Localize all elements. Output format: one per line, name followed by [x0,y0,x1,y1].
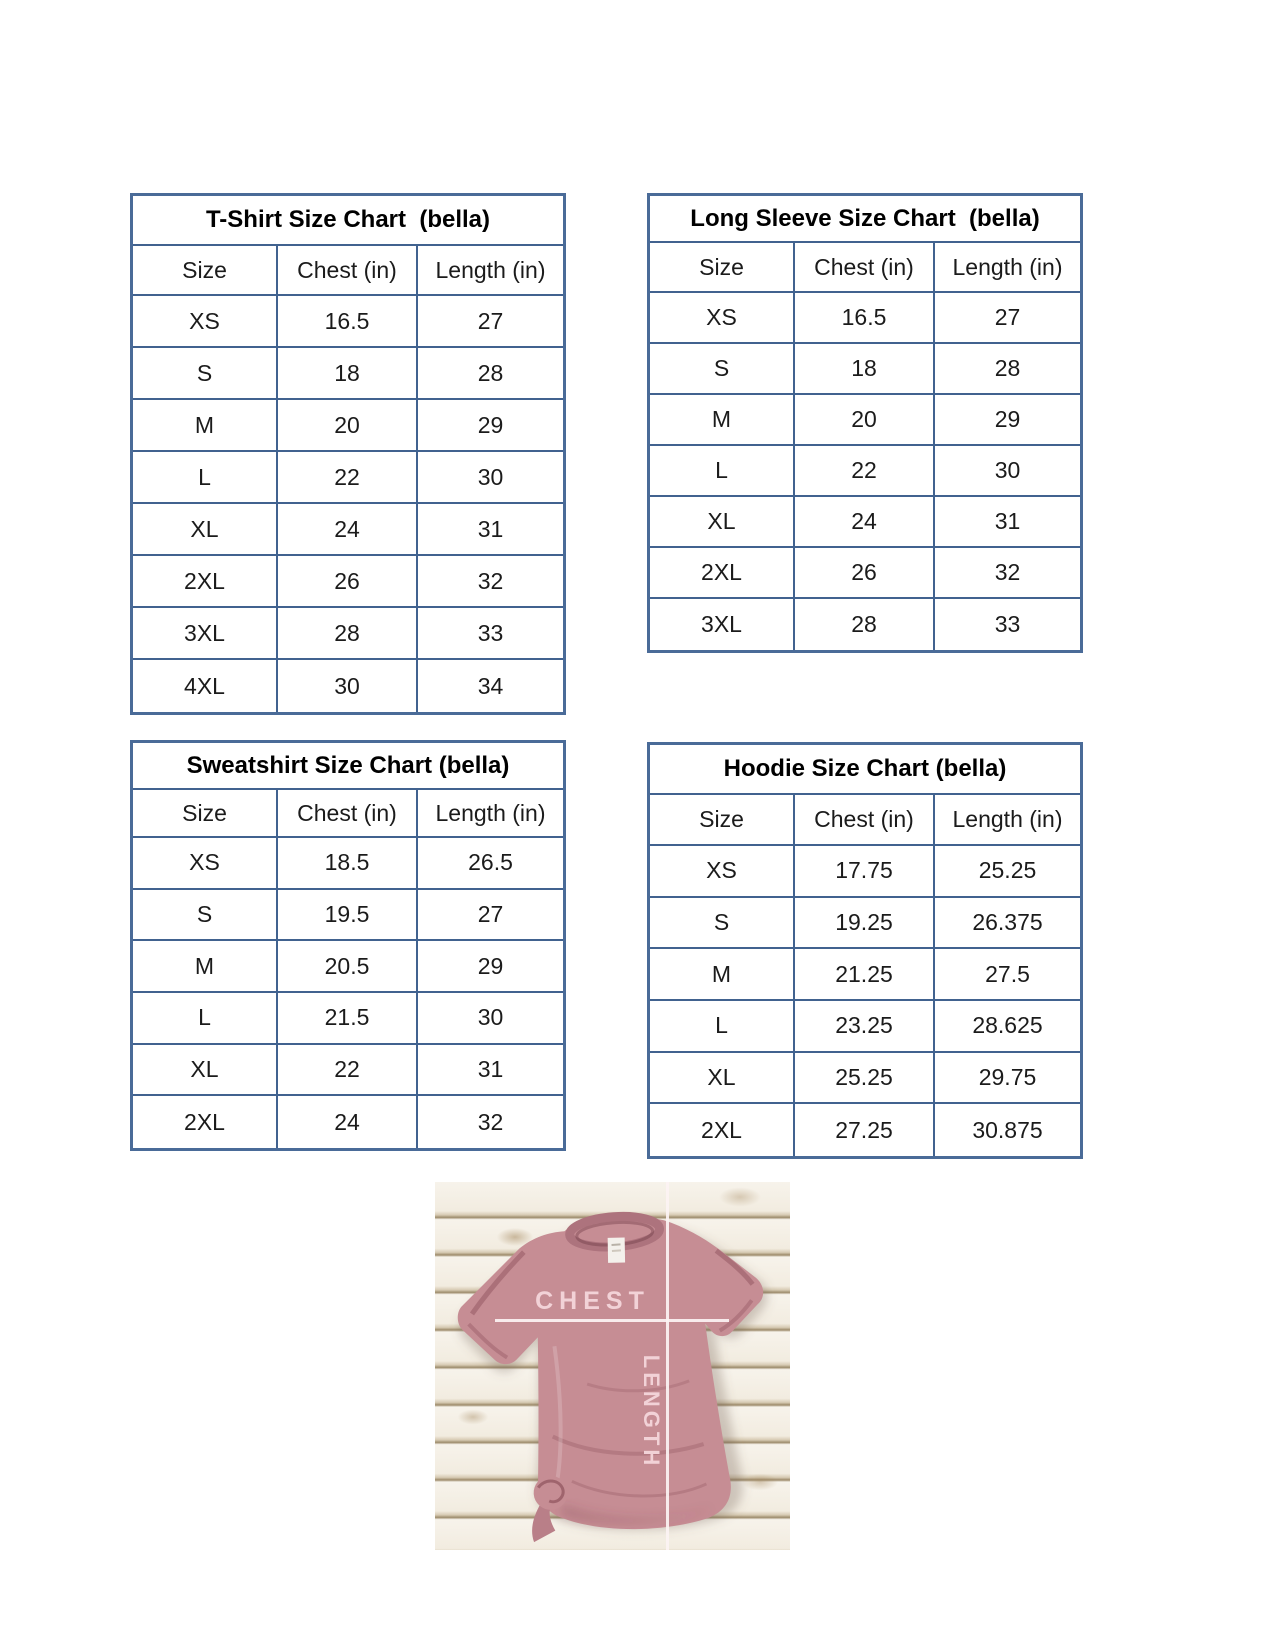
table-cell: XS [650,846,795,896]
table-row [133,660,563,712]
table-cell: 28 [795,599,935,650]
table-cell: 33 [477,619,504,646]
table-cell: 2XL [133,1096,278,1148]
column-header: Chest (in) [795,795,935,844]
chest-measure-line [495,1319,729,1322]
table-cell: 32 [477,1108,504,1135]
table-row [650,898,1080,950]
table-row [650,1053,1080,1105]
table-cell: 26 [795,548,935,597]
table-cell: S [133,348,278,398]
column-header: Length (in) [435,256,546,283]
table-row [650,599,1080,650]
table-cell: XS [650,293,795,342]
table-row [650,548,1080,599]
tshirt-flatlay-illustration [435,1182,790,1550]
tshirt-size-table [130,193,566,715]
length-label: LENGTH [639,1354,664,1470]
table-cell: 23.25 [795,1001,935,1051]
column-header: Size [650,243,795,291]
table-cell: L [650,446,795,495]
table-row [650,1104,1080,1156]
table-cell: 3XL [650,599,795,650]
column-header: Size [133,246,278,294]
table-cell: 30 [477,463,504,490]
table-cell: XS [133,838,278,888]
table-cell: 32 [994,559,1021,585]
table-cell: 16.5 [278,296,418,346]
table-cell: 18.5 [278,838,418,888]
table-row [650,949,1080,1001]
table-cell: 4XL [133,660,278,712]
table-cell: 28.625 [972,1012,1043,1039]
table-row [133,1045,563,1097]
table-cell: L [650,1001,795,1051]
table-cell: S [650,898,795,948]
table-row [133,838,563,890]
table-cell: XL [133,504,278,554]
table-title: Hoodie Size Chart (bella) [650,745,1080,795]
table-cell: 24 [278,504,418,554]
table-cell: 3XL [133,608,278,658]
table-cell: 33 [994,611,1021,637]
table-cell: 31 [994,508,1021,534]
table-cell: 30 [477,1004,504,1031]
table-cell: L [133,993,278,1043]
length-measure-line [666,1182,669,1550]
table-row [133,452,563,504]
table-cell: S [650,344,795,393]
table-cell: 17.75 [795,846,935,896]
column-header: Length (in) [435,799,546,826]
table-cell: 22 [278,1045,418,1095]
table-cell: 18 [795,344,935,393]
table-cell: 21.25 [795,949,935,999]
table-cell: 21.5 [278,993,418,1043]
table-row [133,556,563,608]
table-row [133,993,563,1045]
table-row [650,1001,1080,1053]
table-cell: 29 [477,411,504,438]
table-cell: 20.5 [278,941,418,991]
table-cell: 2XL [650,1104,795,1156]
table-cell: 28 [278,608,418,658]
table-cell: 27.25 [795,1104,935,1156]
table-cell: 27.5 [985,960,1030,987]
table-row [133,296,563,348]
table-header-row [133,246,563,296]
long-sleeve-size-table [647,193,1083,653]
collar-tag-print [612,1244,621,1245]
table-cell: 22 [795,446,935,495]
table-cell: 26.375 [972,909,1043,936]
table-cell: 16.5 [795,293,935,342]
table-cell: M [133,941,278,991]
table-cell: 29 [477,952,504,979]
table-cell: 28 [994,355,1021,381]
table-row [650,293,1080,344]
column-header: Chest (in) [795,243,935,291]
table-header-row [650,243,1080,293]
table-cell: 29 [994,406,1021,432]
table-row [650,446,1080,497]
chest-label: CHEST [535,1287,650,1315]
table-cell: 2XL [650,548,795,597]
column-header: Length (in) [952,253,1063,280]
table-title: Sweatshirt Size Chart (bella) [133,743,563,790]
collar-tag-print [612,1250,621,1251]
table-cell: XL [650,497,795,546]
table-cell: 18 [278,348,418,398]
table-cell: 34 [477,672,504,699]
table-cell: 28 [477,359,504,386]
table-cell: XL [133,1045,278,1095]
table-cell: M [650,395,795,444]
table-cell: 27 [477,307,504,334]
column-header: Chest (in) [278,790,418,836]
table-cell: 25.25 [795,1053,935,1103]
table-row [650,497,1080,548]
table-cell: 27 [477,901,504,928]
table-cell: 24 [795,497,935,546]
table-row [133,890,563,942]
table-row [650,395,1080,446]
table-row [133,1096,563,1148]
table-row [133,941,563,993]
table-cell: 20 [278,400,418,450]
table-cell: 20 [795,395,935,444]
column-header: Size [133,790,278,836]
table-cell: M [133,400,278,450]
table-cell: S [133,890,278,940]
table-row [650,344,1080,395]
table-cell: 26 [278,556,418,606]
table-row [650,846,1080,898]
table-row [133,348,563,400]
table-cell: 32 [477,567,504,594]
table-row [133,400,563,452]
table-cell: 25.25 [978,857,1037,884]
table-cell: 31 [477,1056,504,1083]
hoodie-size-table [647,742,1083,1159]
table-cell: 26.5 [468,849,513,876]
sweatshirt-size-table [130,740,566,1151]
table-cell: 30 [278,660,418,712]
table-cell: 19.5 [278,890,418,940]
table-cell: XL [650,1053,795,1103]
table-cell: 2XL [133,556,278,606]
column-header: Size [650,795,795,844]
table-cell: L [133,452,278,502]
table-cell: 30.875 [972,1116,1043,1143]
table-cell: M [650,949,795,999]
table-cell: 19.25 [795,898,935,948]
table-cell: 27 [994,304,1021,330]
size-guide-photo [435,1182,790,1550]
table-cell: 30 [994,457,1021,483]
table-cell: 24 [278,1096,418,1148]
table-row [133,504,563,556]
table-cell: 22 [278,452,418,502]
column-header: Length (in) [952,806,1063,832]
table-cell: XS [133,296,278,346]
table-title: Long Sleeve Size Chart (bella) [650,196,1080,243]
table-cell: 29.75 [978,1064,1037,1091]
table-row [133,608,563,660]
table-title: T-Shirt Size Chart (bella) [133,196,563,246]
column-header: Chest (in) [278,246,418,294]
table-cell: 31 [477,515,504,542]
table-header-row [133,790,563,838]
table-header-row [650,795,1080,846]
